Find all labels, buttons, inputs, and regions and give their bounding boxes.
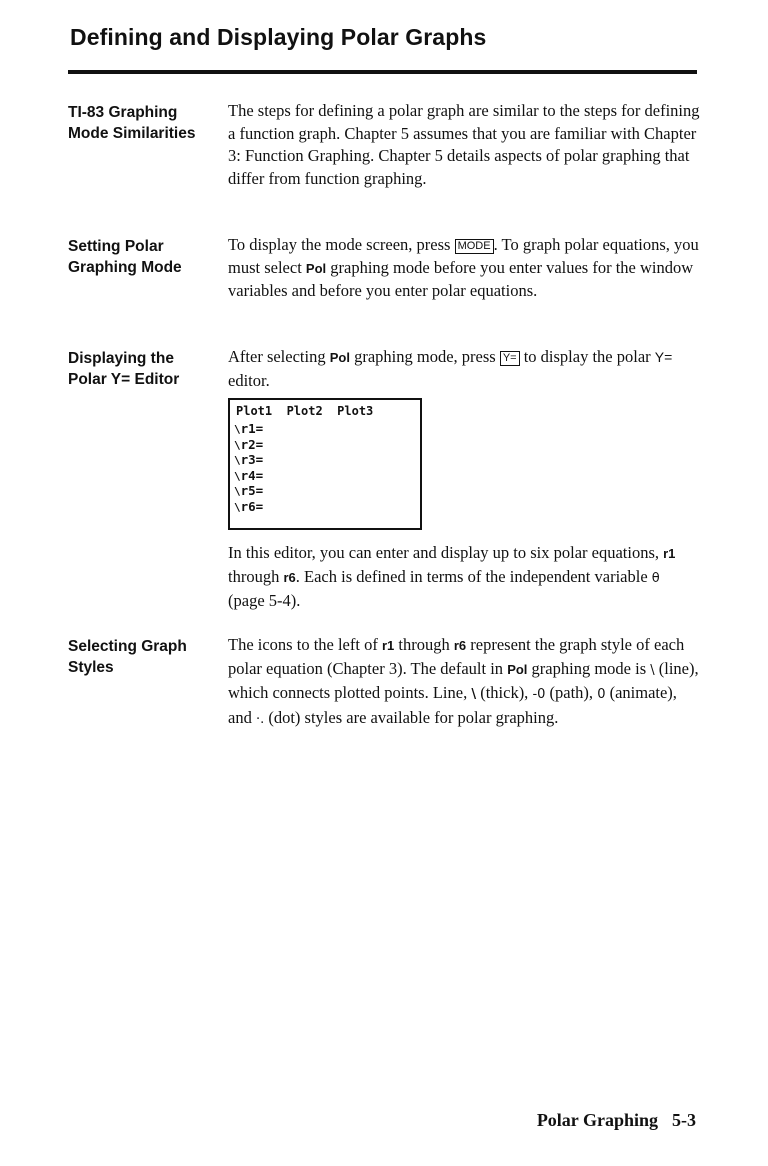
line-style-icon: \ — [234, 454, 241, 467]
mode-key-icon: MODE — [455, 239, 494, 254]
section-label: Setting Polar Graphing Mode — [68, 238, 182, 276]
section-body: The icons to the left of r1 through r6 represent the graph style of each polar equation (Chapter 3). The default in Pol graphing mode is \ (line), which connects plotted points. Line, \ (thick), -0 (path), 0 (animate), and ·. (dot) styles are available for polar graphing. — [228, 635, 699, 727]
page-footer — [523, 1110, 696, 1131]
line-style-icon: \ — [234, 423, 241, 436]
line-style-icon: \ — [650, 662, 655, 678]
y-equals-key-icon: Y= — [500, 351, 520, 366]
title-rule — [68, 70, 697, 74]
footer-page-number: 5-3 — [672, 1110, 696, 1130]
line-style-icon: \ — [234, 438, 241, 452]
line-style-icon: \ — [234, 469, 241, 483]
animate-style-icon: 0 — [597, 687, 606, 702]
section-body: The steps for defining a polar graph are similar to the steps for defining a function graph. Chapter 5 assumes that you are familiar with Chapter 3: Function Graphing. Chapter 5 details aspects of polar graphing that differ from function graphing. — [228, 101, 700, 188]
line-style-icon: \ — [234, 485, 241, 498]
pol-mode-token: Pol — [305, 260, 327, 276]
page-title: Defining and Displaying Polar Graphs — [70, 24, 487, 50]
section-body: To display the mode screen, press MODE . To graph polar equations, you must select Pol graphing mode before you enter values for the window variables and before you enter polar equations. — [228, 235, 699, 300]
equation-row: \r3= — [234, 452, 264, 467]
section-body: After selecting Pol graphing mode, press Y= to display the polar Y= editor. — [228, 347, 673, 390]
dot-style-icon: ·. — [255, 711, 265, 727]
equation-row: \r6= — [234, 498, 264, 514]
equation-list — [234, 422, 263, 515]
equation-row: \r1= — [234, 421, 264, 436]
calculator-y-editor-screen — [228, 398, 422, 530]
plot-toggles: Plot1 Plot2 Plot3 — [236, 404, 374, 418]
pol-mode-token: Pol — [507, 661, 528, 677]
section-label: Displaying the Polar Y= Editor — [68, 350, 180, 388]
section-label: TI-83 Graphing Mode Similarities — [68, 104, 196, 142]
equation-row: \r2= — [234, 436, 264, 452]
footer-chapter: Polar Graphing — [536, 1110, 658, 1130]
section-body: In this editor, you can enter and display up to six polar equations, r1 through r6. Each is defined in terms of the independent variable θ (page 5-4). — [228, 543, 676, 610]
pol-mode-token: Pol — [329, 350, 350, 365]
line-style-icon: \ — [234, 500, 241, 514]
section-label: Selecting Graph Styles — [68, 638, 187, 676]
thick-style-icon: \ — [471, 687, 477, 702]
equation-row: \r4= — [234, 467, 264, 483]
path-style-icon: -0 — [532, 687, 546, 702]
equation-row: \r5= — [234, 483, 264, 498]
